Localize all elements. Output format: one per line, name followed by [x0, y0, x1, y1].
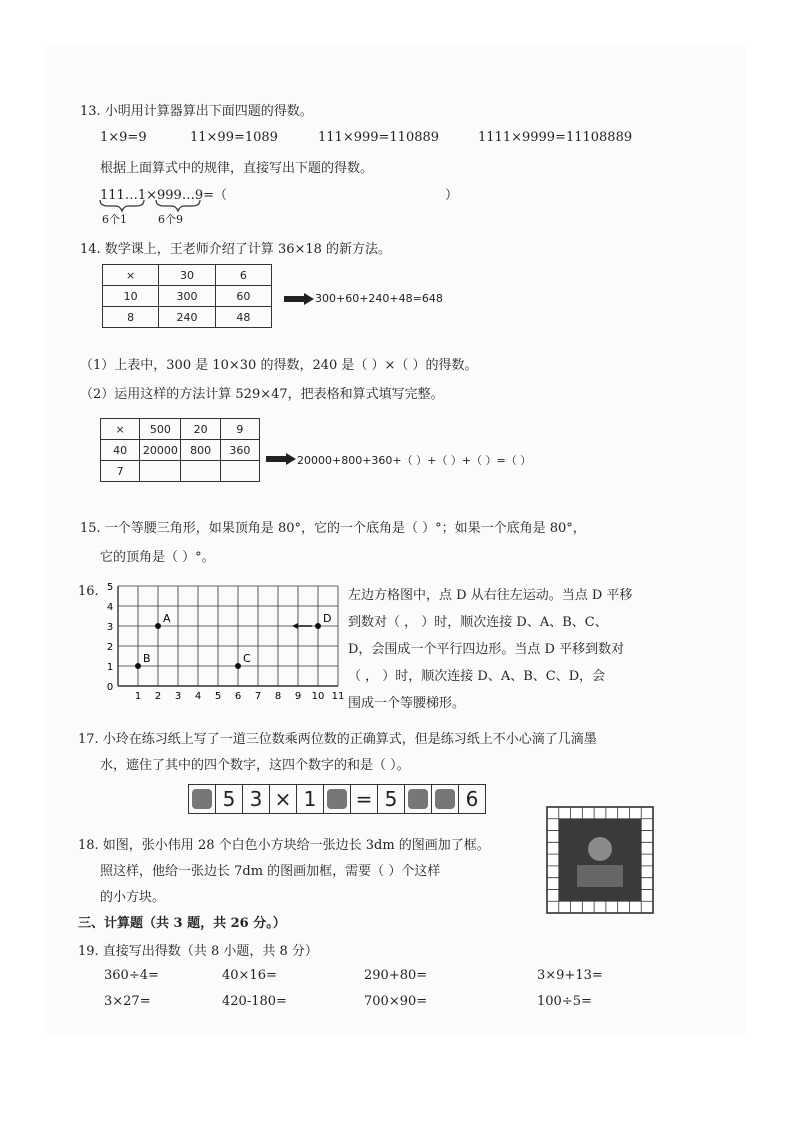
q13-brace-a-label: 6个1	[102, 213, 127, 226]
q13-eq4: 1111×9999=11108889	[478, 130, 633, 145]
x-tick-label: 4	[194, 691, 202, 702]
x-tick-label: 3	[174, 691, 182, 702]
equation-cell: 5	[215, 785, 242, 813]
q17-line1: 17. 小玲在练习纸上写了一道三位数乘两位数的正确算式，但是练习纸上不小心滴了几滴墨	[78, 732, 597, 747]
ink-blot	[408, 789, 428, 809]
table-cell: 7	[101, 461, 140, 482]
table-cell: 20	[181, 419, 220, 440]
q14-table1	[102, 264, 272, 328]
table-cell: 30	[159, 265, 215, 286]
q17-equation-strip	[188, 784, 486, 814]
q13-title: 13. 小明用计算器算出下面四题的得数。	[80, 104, 313, 119]
picture-figure	[588, 837, 612, 861]
ink-blot-cell	[323, 785, 350, 813]
table-cell: 300	[159, 286, 215, 307]
equation-cell: 6	[458, 785, 485, 813]
table-cell[interactable]	[140, 461, 181, 482]
q16-text2: 到数对（ ， ）时，顺次连接 D、A、B、C、	[348, 615, 608, 630]
q15-line2: 它的顶角是（ ）°。	[100, 550, 215, 565]
table-cell: 360	[220, 440, 259, 461]
table-cell[interactable]	[220, 461, 259, 482]
brace-ones	[100, 200, 144, 211]
table-row	[101, 461, 260, 482]
table-cell: 10	[103, 286, 159, 307]
y-tick-label: 1	[106, 662, 114, 673]
q19-item: 700×90=	[364, 994, 428, 1009]
table-cell: 40	[101, 440, 140, 461]
table-cell: 8	[103, 307, 159, 328]
point-d	[315, 623, 321, 629]
arrow-left-head	[292, 623, 298, 629]
point-label: C	[243, 652, 251, 665]
q13-answer-close: ）	[445, 188, 459, 203]
picture-figure-body	[577, 865, 623, 887]
q17-line2: 水，遮住了其中的四个数字，这四个数字的和是（ ）。	[100, 758, 410, 773]
q13-braces	[98, 198, 218, 212]
x-tick-label: 7	[254, 691, 262, 702]
q13-eq2: 11×99=1089	[190, 130, 278, 145]
point-a	[155, 623, 161, 629]
table-row	[101, 419, 260, 440]
table-cell: 6	[215, 265, 271, 286]
q19-item: 3×27=	[104, 994, 151, 1009]
q14-sub1: （1）上表中，300 是 10×30 的得数，240 是（ ）×（ ）的得数。	[80, 358, 478, 373]
x-tick-label: 8	[274, 691, 282, 702]
y-tick-label: 2	[106, 642, 114, 653]
q19-item: 420-180=	[222, 994, 287, 1009]
q16-coordinate-grid	[100, 582, 345, 703]
point-b	[135, 663, 141, 669]
y-tick-label: 4	[106, 602, 114, 613]
q13-instruction: 根据上面算式中的规律，直接写出下题的得数。	[100, 161, 374, 176]
q16-text5: 围成一个等腰梯形。	[348, 696, 466, 711]
q19-item: 3×9+13=	[537, 968, 603, 983]
x-tick-label: 11	[331, 691, 345, 702]
point-label: A	[163, 612, 171, 625]
x-tick-label: 10	[311, 691, 325, 702]
y-tick-label: 0	[106, 682, 114, 693]
q18-line1: 18. 如图，张小伟用 28 个白色小方块给一张边长 3dm 的图画加了框。	[78, 838, 490, 853]
q19-title: 19. 直接写出得数（共 8 小题，共 8 分）	[78, 944, 318, 959]
equation-cell: 5	[377, 785, 404, 813]
ink-blot	[327, 789, 347, 809]
table-cell: 20000	[140, 440, 181, 461]
point-c	[235, 663, 241, 669]
table-cell: 9	[220, 419, 259, 440]
table-cell: 48	[215, 307, 271, 328]
y-tick-label: 5	[106, 582, 114, 593]
q18-line2: 照这样，他给一张边长 7dm 的图画加框，需要（ ）个这样	[100, 864, 441, 879]
q16-number: 16.	[78, 584, 99, 599]
table-row	[103, 265, 272, 286]
ink-blot	[192, 789, 212, 809]
equation-cell: ×	[269, 785, 296, 813]
x-tick-label: 9	[294, 691, 302, 702]
q19-item: 100÷5=	[537, 994, 592, 1009]
q16-text4: （ ， ）时，顺次连接 D、A、B、C、D，会	[348, 669, 606, 684]
table-cell: 800	[181, 440, 220, 461]
equation-cell: =	[350, 785, 377, 813]
q13-target-b: 999…9	[157, 188, 204, 203]
q16-text3: D，会围成一个平行四边形。当点 D 平移到数对	[348, 642, 625, 657]
q19-item: 40×16=	[222, 968, 277, 983]
section3-title: 三、计算题（共 3 题，共 26 分。）	[78, 916, 286, 931]
table-cell: 60	[215, 286, 271, 307]
table-cell[interactable]	[181, 461, 220, 482]
table-cell: 240	[159, 307, 215, 328]
q14-sub2: （2）运用这样的方法计算 529×47，把表格和算式填写完整。	[80, 387, 444, 402]
q13-target-tail: =（	[203, 188, 227, 203]
x-tick-label: 6	[234, 691, 242, 702]
table-cell: ×	[101, 419, 140, 440]
table-cell: 500	[140, 419, 181, 440]
table-cell: ×	[103, 265, 159, 286]
arrow-right-icon	[266, 453, 296, 465]
y-tick-label: 3	[106, 622, 114, 633]
equation-cell: 3	[242, 785, 269, 813]
q16-text1: 左边方格图中，点 D 从右往左运动。当点 D 平移	[348, 588, 633, 603]
x-tick-label: 2	[154, 691, 162, 702]
q13-target-a: 111…1	[100, 188, 147, 203]
q13-eq3: 111×999=110889	[318, 130, 440, 145]
table-row	[103, 307, 272, 328]
q13-target-mid: ×	[146, 188, 157, 203]
q14-result2: 20000+800+360+（ ）+（ ）+（ ）=（ ）	[297, 454, 532, 467]
q14-result1: 300+60+240+48=648	[315, 292, 443, 305]
arrow-right-icon	[284, 293, 314, 305]
equation-cell: 1	[296, 785, 323, 813]
ink-blot-cell	[404, 785, 431, 813]
table-row	[103, 286, 272, 307]
brace-nines	[156, 200, 200, 211]
q14-title: 14. 数学课上，王老师介绍了计算 36×18 的新方法。	[80, 242, 392, 257]
ink-blot-cell	[189, 785, 215, 813]
point-label: B	[143, 652, 151, 665]
q19-item: 360÷4=	[104, 968, 159, 983]
q14-table2	[100, 418, 260, 482]
q18-framed-picture	[547, 807, 653, 913]
ink-blot	[435, 789, 455, 809]
q15-line1: 15. 一个等腰三角形，如果顶角是 80°，它的一个底角是（ ）°；如果一个底角是 80°，	[80, 521, 586, 536]
x-tick-label: 1	[134, 691, 142, 702]
q19-item: 290+80=	[364, 968, 428, 983]
table-row	[101, 440, 260, 461]
q18-line3: 的小方块。	[100, 890, 166, 905]
ink-blot-cell	[431, 785, 458, 813]
x-tick-label: 5	[214, 691, 222, 702]
q13-eq1: 1×9=9	[100, 130, 147, 145]
point-label: D	[323, 612, 332, 625]
q13-brace-b-label: 6个9	[158, 213, 183, 226]
